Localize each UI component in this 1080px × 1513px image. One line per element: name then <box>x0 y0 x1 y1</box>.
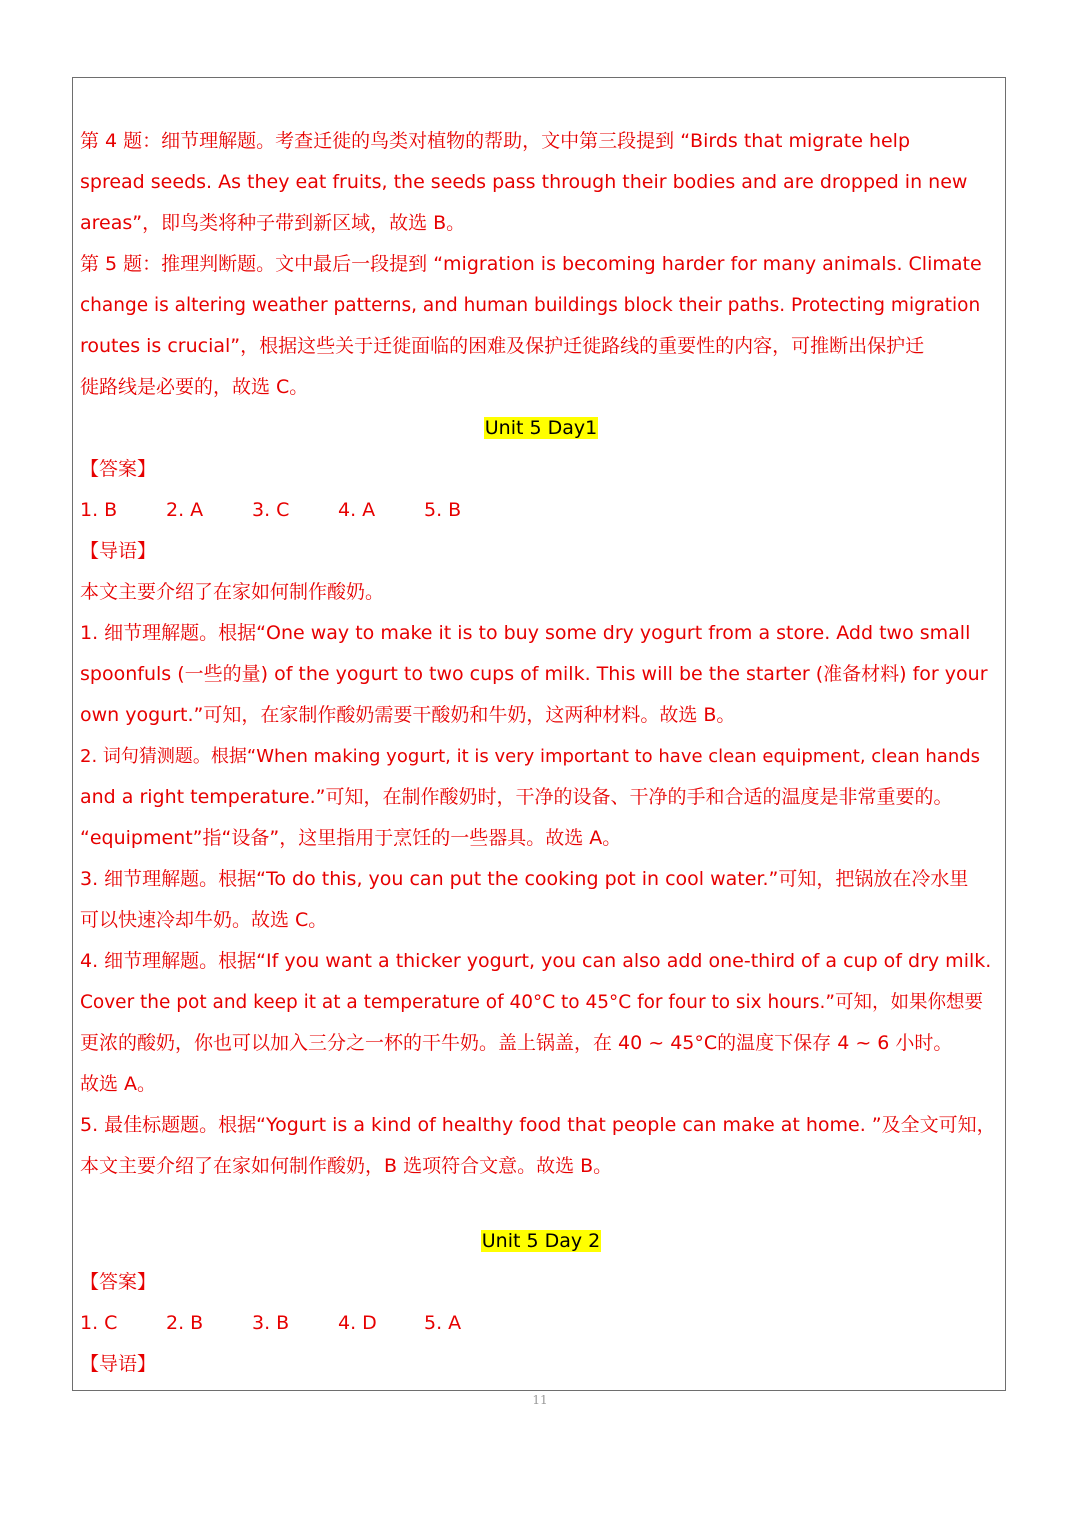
day1-e2-line-2: and a right temperature.”可知，在制作酸奶时，干净的设备、干净的手和合适的温度是非常重要的。 <box>80 786 953 808</box>
day1-answers <box>80 490 1002 531</box>
day2-answers <box>80 1303 1002 1344</box>
day1-e1-line-3: own yogurt.”可知，在家制作酸奶需要干酸奶和牛奶，这两种材料。故选 B。 <box>80 704 736 726</box>
day1-e4-line-4: 故选 A。 <box>80 1073 157 1095</box>
day1-answer-1: 1. B <box>80 499 118 521</box>
day1-answer-5: 5. B <box>424 499 462 521</box>
q5-line-4: 徙路线是必要的，故选 C。 <box>80 376 309 398</box>
day1-e3-line-1: 3. 细节理解题。根据“To do this, you can put the cooking pot in cool water.”可知，把锅放在冷水里 <box>80 868 969 890</box>
q4-line-3: areas”，即鸟类将种子带到新区域，故选 B。 <box>80 212 466 234</box>
day1-intro: 本文主要介绍了在家如何制作酸奶。 <box>80 581 385 603</box>
day2-answer-5: 5. A <box>424 1312 462 1334</box>
day1-answer-2: 2. A <box>166 499 204 521</box>
day2-answer-3: 3. B <box>252 1312 290 1334</box>
day1-e4-line-3: 更浓的酸奶，你也可以加入三分之一杯的干牛奶。盖上锅盖，在 40 ~ 45°C的温度下保存 4 ~ 6 小时。 <box>80 1032 953 1054</box>
day1-title: Unit 5 Day1 <box>484 417 598 439</box>
day1-e2-line-3: “equipment”指“设备”，这里指用于烹饪的一些器具。故选 A。 <box>80 827 622 849</box>
q5-line-3: routes is crucial”，根据这些关于迁徙面临的困难及保护迁徙路线的重要性的内容，可推断出保护迁 <box>80 335 925 357</box>
page-number: 11 <box>532 1393 548 1407</box>
answer-content <box>80 121 1002 1385</box>
day1-e3-line-2: 可以快速冷却牛奶。故选 C。 <box>80 909 328 931</box>
day1-e5-line-1: 5. 最佳标题题。根据“Yogurt is a kind of healthy food that people can make at home. ”及全文可知， <box>80 1114 996 1136</box>
day1-e1-line-1: 1. 细节理解题。根据“One way to make it is to buy some dry yogurt from a store. Add two small <box>80 622 971 644</box>
q5-line-2: change is altering weather patterns, and human buildings block their paths. Protecting migration <box>80 295 981 316</box>
day1-title-row <box>80 408 1002 449</box>
day1-answer-3: 3. C <box>252 499 290 521</box>
day1-e2-line-1: 2. 词句猜测题。根据“When making yogurt, it is very important to have clean equipment, clean hands <box>80 746 981 767</box>
section-spacer <box>80 1187 1002 1221</box>
q4-line-1: 第 4 题：细节理解题。考查迁徙的鸟类对植物的帮助，文中第三段提到 “Birds that migrate help <box>80 130 911 152</box>
day1-e1-line-2: spoonfuls (一些的量) of the yogurt to two cups of milk. This will be the starter (准备材料) for your <box>80 663 988 685</box>
day2-answer-4: 4. D <box>338 1312 377 1334</box>
day2-guide-heading: 【导语】 <box>80 1353 157 1375</box>
day2-title-row <box>80 1221 1002 1262</box>
q5-line-1: 第 5 题：推理判断题。文中最后一段提到 “migration is becoming harder for many animals. Climate <box>80 253 982 275</box>
q4-line-2: spread seeds. As they eat fruits, the seeds pass through their bodies and are dropped in new <box>80 171 968 193</box>
day1-e4-line-1: 4. 细节理解题。根据“If you want a thicker yogurt, you can also add one-third of a cup of dry milk. <box>80 950 992 972</box>
day1-answer-4: 4. A <box>338 499 376 521</box>
day1-e4-line-2: Cover the pot and keep it at a temperature of 40°C to 45°C for four to six hours.”可知，如果你想要 <box>80 992 983 1013</box>
day2-answer-2: 2. B <box>166 1312 204 1334</box>
day1-e5-line-2: 本文主要介绍了在家如何制作酸奶，B 选项符合文意。故选 B。 <box>80 1155 613 1177</box>
day2-answer-1: 1. C <box>80 1312 118 1334</box>
day2-answer-heading: 【答案】 <box>80 1271 157 1293</box>
day2-title: Unit 5 Day 2 <box>481 1230 601 1252</box>
day1-guide-heading: 【导语】 <box>80 540 157 562</box>
day1-answer-heading: 【答案】 <box>80 458 157 480</box>
